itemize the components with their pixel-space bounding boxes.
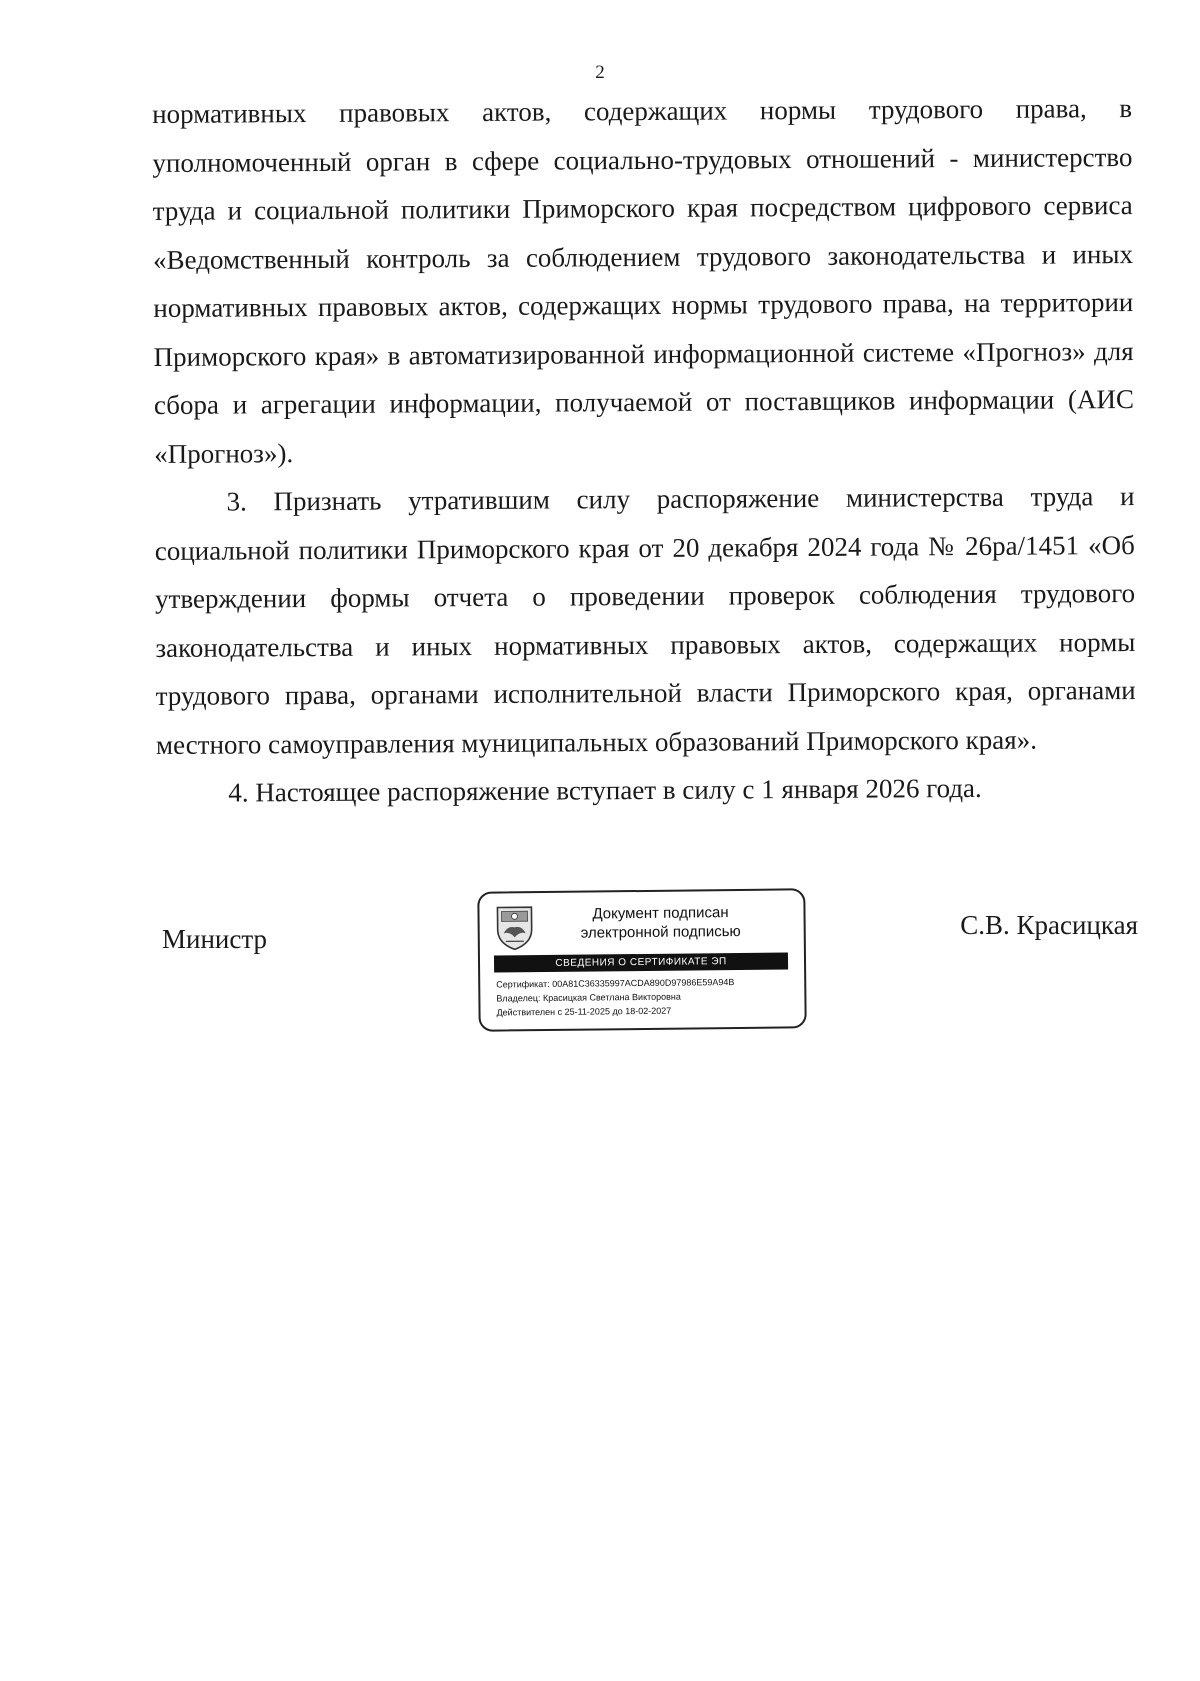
signatory-name: С.В. Красицкая — [960, 910, 1138, 940]
certificate-details — [496, 974, 796, 1019]
document-body — [152, 84, 1136, 817]
paragraph-item-3: 3. Признать утратившим силу распоряжение министерства труда и социальной политики Приморского края от 20 декабря 2024 года № 26ра/1451 «Об утверждении формы отчета о проведении проверок соблюдения трудового законодательства и иных нормативных правовых актов, содержащих нормы трудового права, органами исполнительной власти Приморского края, органами местного самоуправления муниципальных образований Приморского края». — [154, 481, 1136, 760]
certificate-owner: Владелец: Красицкая Светлана Викторовна — [496, 991, 681, 1004]
certificate-number: Сертификат: 00A81C36335997ACDA890D97986E59A94B — [496, 977, 735, 990]
paragraph-item-4: 4. Настоящее распоряжение вступает в силу с 1 января 2026 года. — [228, 772, 982, 808]
electronic-signature-stamp — [477, 888, 806, 1031]
paragraph-continuation: нормативных правовых актов, содержащих нормы трудового права, в уполномоченный орган в сфере социально-трудовых отношений - министерство труда и социальной политики Приморского края посредством цифрового сервиса «Ведомственный контроль за соблюдением трудового законодательства и иных нормативных правовых актов, содержащих нормы трудового права, на территории Приморского края» в автоматизированной информационной системе «Прогноз» для сбора и агрегации информации, получаемой от поставщиков информации (АИС «Прогноз»). — [152, 93, 1134, 469]
signature-block — [0, 890, 1200, 1030]
certificate-info-bar: СВЕДЕНИЯ О СЕРТИФИКАТЕ ЭП — [494, 952, 788, 972]
certificate-validity: Действителен с 25-11-2025 до 18-02-2027 — [496, 1005, 672, 1018]
page-number: 2 — [595, 62, 605, 83]
coat-of-arms-icon — [493, 903, 536, 951]
stamp-heading — [545, 903, 775, 943]
signatory-title: Министр — [162, 924, 267, 954]
stamp-heading-line-1: Документ подписан — [592, 904, 729, 923]
stamp-heading-line-2: электронной подписью — [580, 922, 741, 942]
